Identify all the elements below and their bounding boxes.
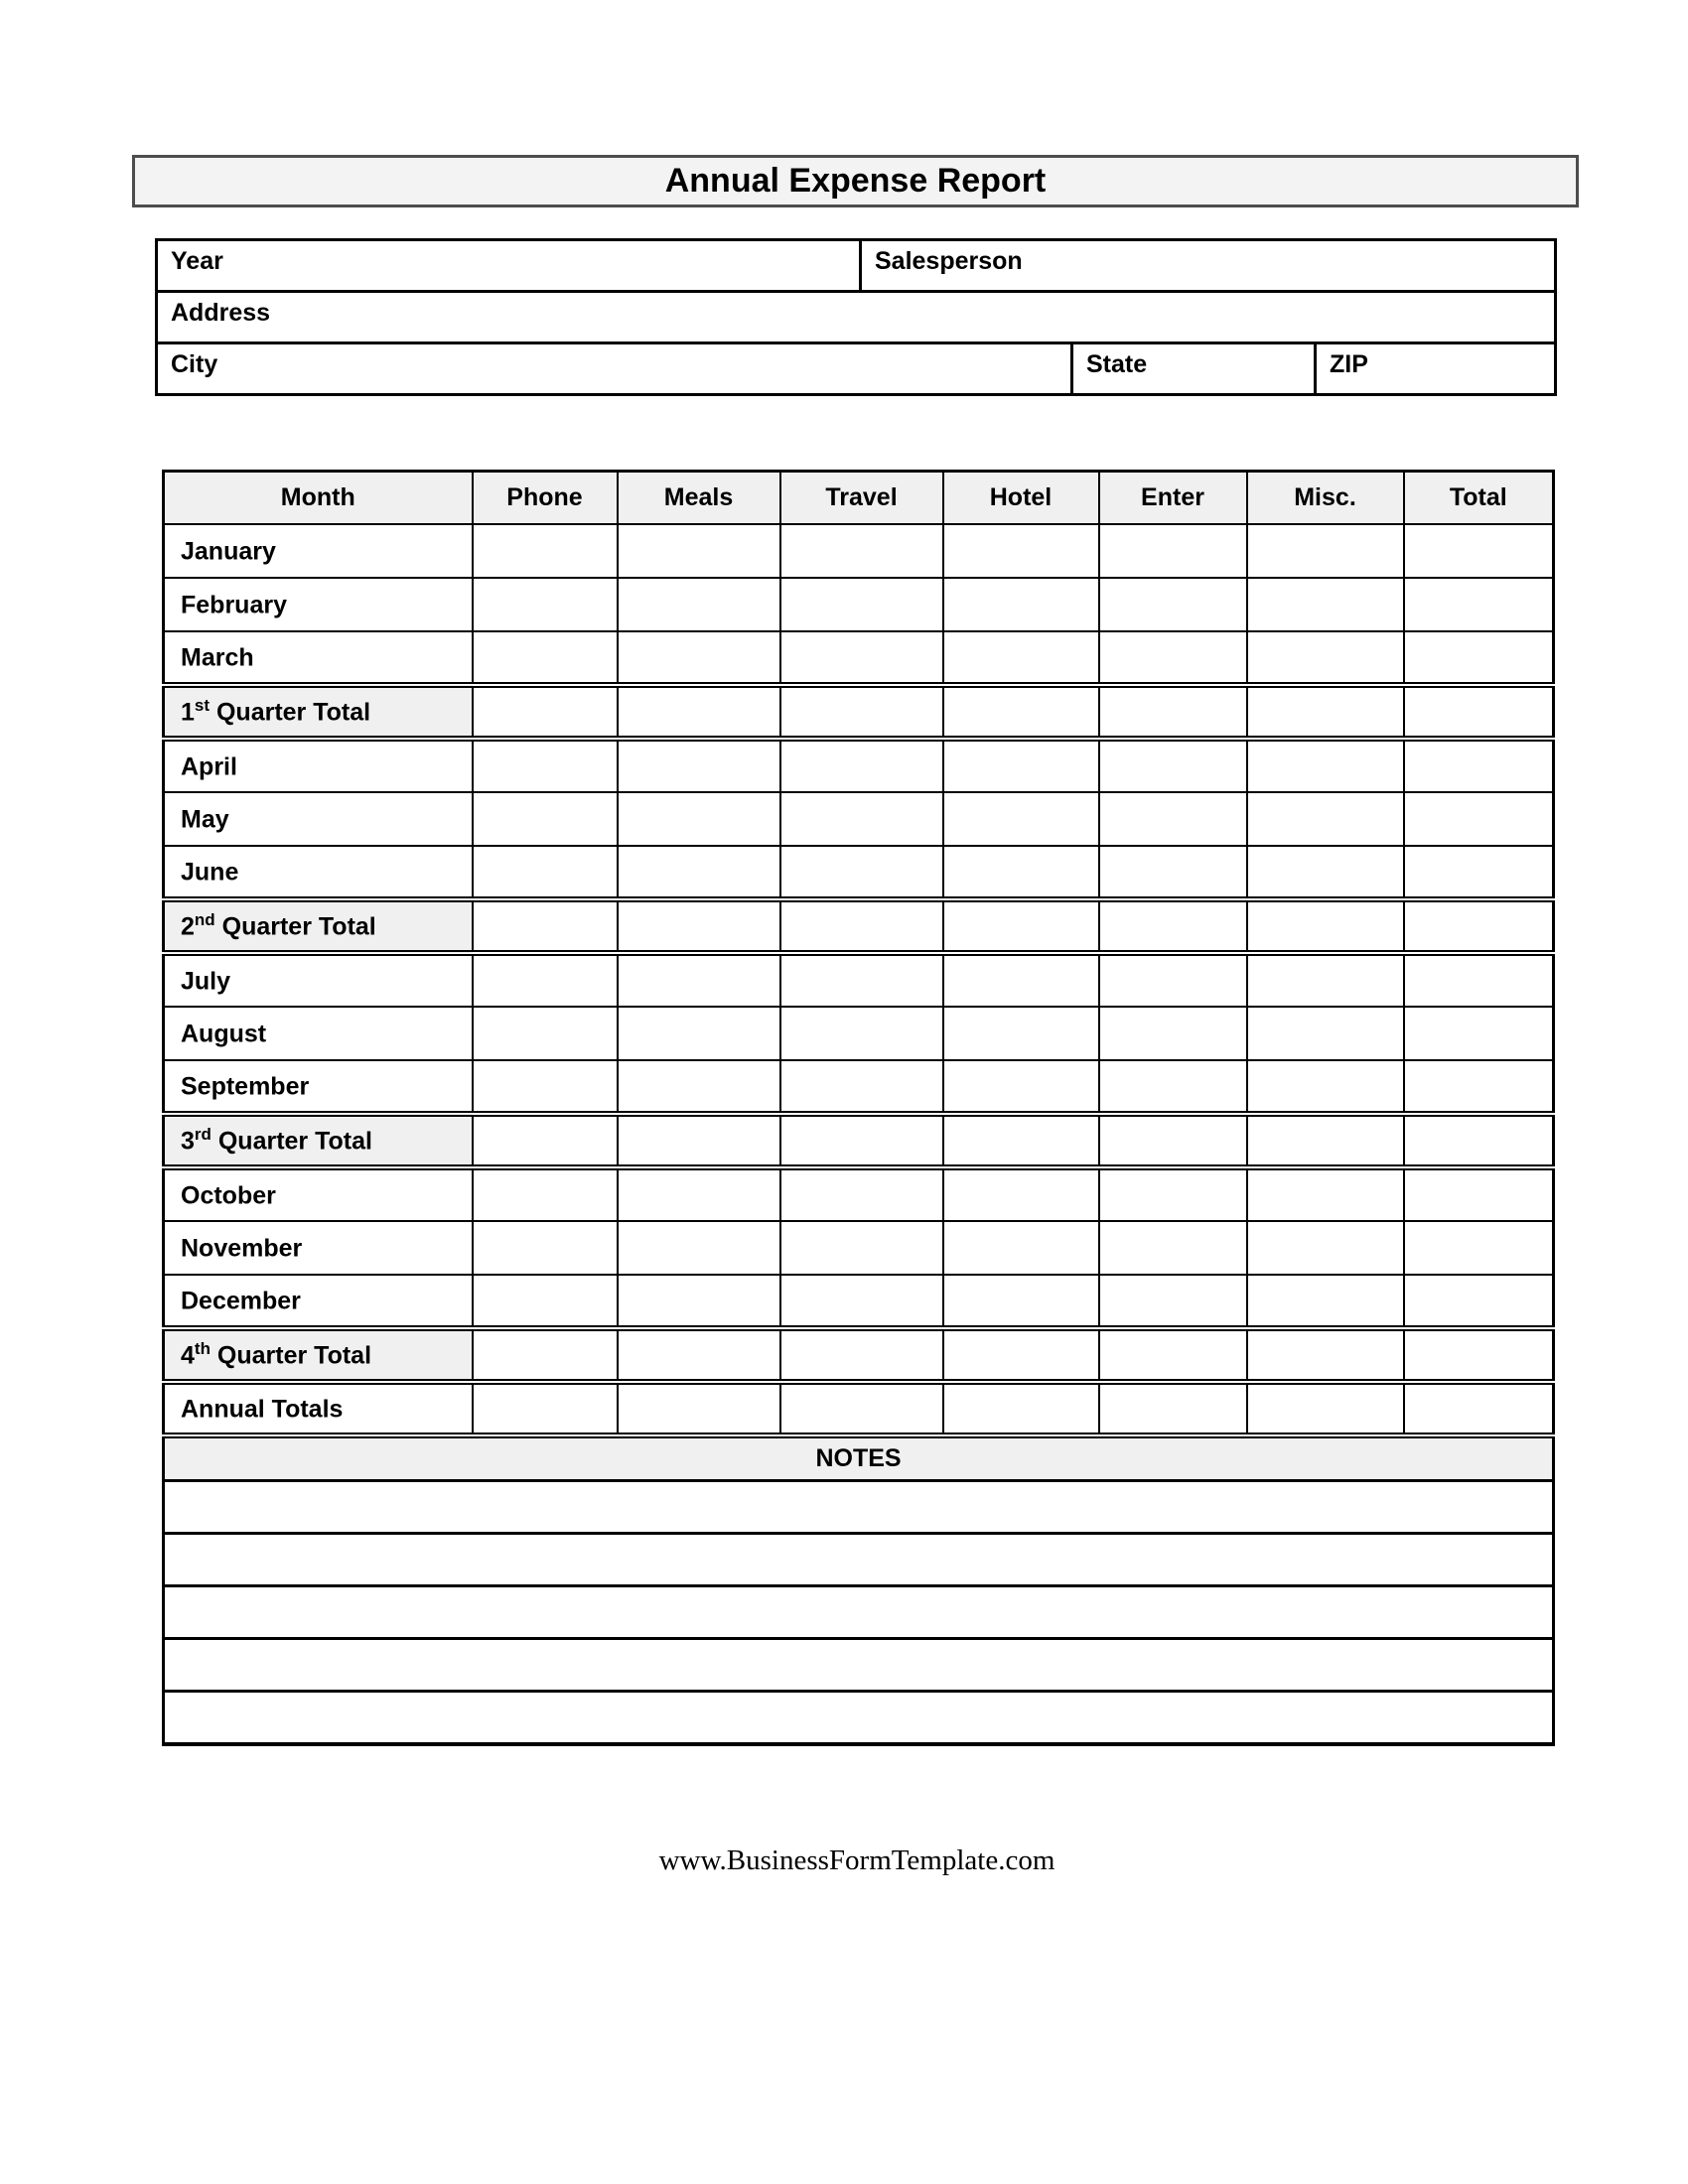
expense-cell[interactable] xyxy=(943,792,1099,846)
zip-label: ZIP xyxy=(1330,350,1368,378)
notes-line[interactable] xyxy=(164,1692,1554,1744)
row-label-text: November xyxy=(181,1234,303,1263)
expense-cell[interactable] xyxy=(943,1167,1099,1221)
expense-cell[interactable] xyxy=(1247,1114,1404,1167)
expense-cell[interactable] xyxy=(618,953,780,1007)
row-label-text: 1 xyxy=(181,698,195,727)
expense-cell[interactable] xyxy=(943,631,1099,685)
expense-cell[interactable] xyxy=(618,578,780,631)
expense-cell[interactable] xyxy=(1099,1114,1247,1167)
expense-cell[interactable] xyxy=(943,1275,1099,1328)
info-form xyxy=(155,238,1557,396)
expense-cell[interactable] xyxy=(618,1167,780,1221)
row-label-rest: Quarter Total xyxy=(210,1341,372,1370)
month-row xyxy=(164,1275,1554,1328)
expense-table xyxy=(162,470,1555,1746)
column-header-total: Total xyxy=(1404,472,1554,524)
month-row xyxy=(164,1167,1554,1221)
expense-cell[interactable] xyxy=(1247,899,1404,953)
info-row-city-state-zip xyxy=(158,341,1554,393)
row-label-text: 2 xyxy=(181,912,195,941)
quarter-total-row xyxy=(164,1328,1554,1382)
expense-cell[interactable] xyxy=(1099,846,1247,899)
salesperson-field[interactable] xyxy=(859,241,1554,290)
row-label-text: April xyxy=(181,752,237,781)
expense-cell[interactable] xyxy=(780,1382,943,1435)
row-label-text: March xyxy=(181,643,254,672)
row-label-text: October xyxy=(181,1181,276,1210)
expense-cell[interactable] xyxy=(780,1114,943,1167)
expense-cell[interactable] xyxy=(943,1007,1099,1060)
state-label: State xyxy=(1086,350,1148,378)
row-label-1 xyxy=(164,685,473,739)
row-label-annualtotals xyxy=(164,1382,473,1435)
row-label-text: 4 xyxy=(181,1341,195,1370)
expense-cell[interactable] xyxy=(780,631,943,685)
expense-cell[interactable] xyxy=(943,1221,1099,1275)
ordinal-suffix: nd xyxy=(194,909,215,929)
expense-cell[interactable] xyxy=(618,1382,780,1435)
column-header-month: Month xyxy=(164,472,473,524)
expense-cell[interactable] xyxy=(1404,578,1554,631)
city-label: City xyxy=(171,350,218,378)
notes-header: NOTES xyxy=(164,1435,1554,1481)
expense-cell[interactable] xyxy=(1099,1007,1247,1060)
info-row-year-salesperson xyxy=(158,241,1554,290)
expense-cell[interactable] xyxy=(943,739,1099,792)
notes-row xyxy=(164,1639,1554,1692)
zip-field[interactable] xyxy=(1314,344,1554,393)
expense-cell[interactable] xyxy=(1099,792,1247,846)
expense-cell[interactable] xyxy=(1404,846,1554,899)
expense-cell[interactable] xyxy=(1099,1382,1247,1435)
row-label-february xyxy=(164,578,473,631)
month-row xyxy=(164,792,1554,846)
expense-cell[interactable] xyxy=(1247,1221,1404,1275)
expense-cell[interactable] xyxy=(780,578,943,631)
expense-cell[interactable] xyxy=(780,739,943,792)
month-row xyxy=(164,846,1554,899)
expense-cell[interactable] xyxy=(618,1221,780,1275)
expense-cell[interactable] xyxy=(1099,1275,1247,1328)
column-header-phone: Phone xyxy=(473,472,618,524)
expense-cell[interactable] xyxy=(1099,953,1247,1007)
row-label-january xyxy=(164,524,473,578)
notes-line[interactable] xyxy=(164,1586,1554,1639)
expense-cell[interactable] xyxy=(1404,1007,1554,1060)
expense-cell[interactable] xyxy=(618,792,780,846)
expense-cell[interactable] xyxy=(943,524,1099,578)
expense-cell[interactable] xyxy=(780,1167,943,1221)
expense-cell[interactable] xyxy=(1099,1060,1247,1114)
expense-cell[interactable] xyxy=(618,631,780,685)
expense-cell[interactable] xyxy=(1247,1060,1404,1114)
expense-cell[interactable] xyxy=(780,792,943,846)
expense-cell[interactable] xyxy=(780,1328,943,1382)
row-label-4 xyxy=(164,1328,473,1382)
row-label-august xyxy=(164,1007,473,1060)
notes-line[interactable] xyxy=(164,1639,1554,1692)
expense-cell[interactable] xyxy=(943,1382,1099,1435)
expense-cell[interactable] xyxy=(1247,1275,1404,1328)
row-label-november xyxy=(164,1221,473,1275)
row-label-text: Annual Totals xyxy=(181,1395,344,1424)
expense-cell[interactable] xyxy=(618,1007,780,1060)
expense-cell[interactable] xyxy=(618,1060,780,1114)
expense-cell[interactable] xyxy=(473,899,618,953)
address-label: Address xyxy=(171,299,271,327)
expense-cell[interactable] xyxy=(1247,1382,1404,1435)
expense-cell[interactable] xyxy=(618,524,780,578)
expense-cell[interactable] xyxy=(473,1328,618,1382)
year-field[interactable] xyxy=(158,241,859,290)
expense-cell[interactable] xyxy=(1247,578,1404,631)
expense-cell[interactable] xyxy=(943,1114,1099,1167)
expense-cell[interactable] xyxy=(1099,631,1247,685)
row-label-text: December xyxy=(181,1287,301,1315)
expense-cell[interactable] xyxy=(1099,524,1247,578)
expense-cell[interactable] xyxy=(1247,1167,1404,1221)
row-label-september xyxy=(164,1060,473,1114)
expense-cell[interactable] xyxy=(780,1007,943,1060)
info-row-address xyxy=(158,290,1554,341)
notes-line[interactable] xyxy=(164,1481,1554,1534)
row-label-text: August xyxy=(181,1020,267,1048)
expense-cell[interactable] xyxy=(473,1114,618,1167)
expense-cell[interactable] xyxy=(780,1060,943,1114)
row-label-text: June xyxy=(181,858,239,887)
expense-cell[interactable] xyxy=(1247,524,1404,578)
expense-cell[interactable] xyxy=(1099,685,1247,739)
expense-cell[interactable] xyxy=(1404,1167,1554,1221)
expense-cell[interactable] xyxy=(943,846,1099,899)
month-row xyxy=(164,1007,1554,1060)
notes-row xyxy=(164,1481,1554,1534)
expense-cell[interactable] xyxy=(943,1328,1099,1382)
expense-cell[interactable] xyxy=(943,1060,1099,1114)
expense-cell[interactable] xyxy=(1099,739,1247,792)
expense-cell[interactable] xyxy=(1404,524,1554,578)
row-label-text: February xyxy=(181,591,287,619)
notes-header-row xyxy=(164,1435,1554,1481)
expense-cell[interactable] xyxy=(780,1275,943,1328)
row-label-text: July xyxy=(181,967,231,996)
expense-cell[interactable] xyxy=(473,1007,618,1060)
address-field[interactable] xyxy=(158,293,1554,341)
expense-cell[interactable] xyxy=(1247,739,1404,792)
expense-cell[interactable] xyxy=(780,685,943,739)
expense-cell[interactable] xyxy=(780,846,943,899)
expense-cell[interactable] xyxy=(473,1275,618,1328)
expense-cell[interactable] xyxy=(473,1167,618,1221)
row-label-october xyxy=(164,1167,473,1221)
ordinal-suffix: th xyxy=(194,1338,211,1358)
row-label-june xyxy=(164,846,473,899)
row-label-text: May xyxy=(181,805,229,834)
month-row xyxy=(164,1221,1554,1275)
expense-cell[interactable] xyxy=(1404,685,1554,739)
expense-cell[interactable] xyxy=(1247,846,1404,899)
row-label-rest: Quarter Total xyxy=(214,912,376,941)
annual-totals-row xyxy=(164,1382,1554,1435)
expense-cell[interactable] xyxy=(780,899,943,953)
column-header-enter: Enter xyxy=(1099,472,1247,524)
quarter-total-row xyxy=(164,685,1554,739)
month-row xyxy=(164,739,1554,792)
column-header-misc: Misc. xyxy=(1247,472,1404,524)
notes-row xyxy=(164,1586,1554,1639)
expense-cell[interactable] xyxy=(1404,1275,1554,1328)
expense-cell[interactable] xyxy=(618,899,780,953)
expense-header-row xyxy=(164,472,1554,524)
expense-cell[interactable] xyxy=(1404,1382,1554,1435)
expense-cell[interactable] xyxy=(780,1221,943,1275)
state-field[interactable] xyxy=(1070,344,1314,393)
city-field[interactable] xyxy=(158,344,1070,393)
expense-cell[interactable] xyxy=(473,631,618,685)
expense-cell[interactable] xyxy=(1247,792,1404,846)
row-label-2 xyxy=(164,899,473,953)
salesperson-label: Salesperson xyxy=(875,247,1023,275)
expense-cell[interactable] xyxy=(1099,1328,1247,1382)
expense-cell[interactable] xyxy=(618,1114,780,1167)
notes-row xyxy=(164,1692,1554,1744)
notes-row xyxy=(164,1534,1554,1586)
expense-cell[interactable] xyxy=(473,1221,618,1275)
row-label-text: January xyxy=(181,537,276,566)
expense-cell[interactable] xyxy=(1247,1328,1404,1382)
ordinal-suffix: st xyxy=(194,695,211,715)
expense-cell[interactable] xyxy=(943,899,1099,953)
expense-cell[interactable] xyxy=(1099,1221,1247,1275)
expense-cell[interactable] xyxy=(618,685,780,739)
row-label-july xyxy=(164,953,473,1007)
month-row xyxy=(164,578,1554,631)
row-label-3 xyxy=(164,1114,473,1167)
expense-cell[interactable] xyxy=(1404,899,1554,953)
quarter-total-row xyxy=(164,1114,1554,1167)
expense-cell[interactable] xyxy=(473,524,618,578)
row-label-may xyxy=(164,792,473,846)
expense-cell[interactable] xyxy=(1099,899,1247,953)
column-header-meals: Meals xyxy=(618,472,780,524)
expense-cell[interactable] xyxy=(1404,631,1554,685)
expense-cell[interactable] xyxy=(1404,1328,1554,1382)
expense-cell[interactable] xyxy=(618,1275,780,1328)
expense-cell[interactable] xyxy=(473,685,618,739)
expense-cell[interactable] xyxy=(473,1382,618,1435)
expense-cell[interactable] xyxy=(943,578,1099,631)
expense-cell[interactable] xyxy=(1404,739,1554,792)
column-header-hotel: Hotel xyxy=(943,472,1099,524)
expense-cell[interactable] xyxy=(1404,1060,1554,1114)
expense-cell[interactable] xyxy=(1404,1221,1554,1275)
row-label-text: 3 xyxy=(181,1127,195,1156)
expense-cell[interactable] xyxy=(943,953,1099,1007)
footer-url: www.BusinessFormTemplate.com xyxy=(658,1844,1055,1876)
form-title-box xyxy=(132,155,1579,207)
ordinal-suffix: rd xyxy=(194,1124,211,1144)
month-row xyxy=(164,1060,1554,1114)
expense-cell[interactable] xyxy=(1247,1007,1404,1060)
row-label-rest: Quarter Total xyxy=(210,698,371,727)
expense-cell[interactable] xyxy=(1247,631,1404,685)
month-row xyxy=(164,524,1554,578)
expense-cell[interactable] xyxy=(1247,685,1404,739)
expense-cell[interactable] xyxy=(618,846,780,899)
expense-cell[interactable] xyxy=(473,846,618,899)
notes-line[interactable] xyxy=(164,1534,1554,1586)
expense-cell[interactable] xyxy=(473,1060,618,1114)
expense-cell[interactable] xyxy=(1404,792,1554,846)
row-label-april xyxy=(164,739,473,792)
row-label-rest: Quarter Total xyxy=(211,1127,372,1156)
row-label-december xyxy=(164,1275,473,1328)
expense-cell[interactable] xyxy=(473,578,618,631)
row-label-text: September xyxy=(181,1072,310,1101)
expense-table-body xyxy=(164,524,1554,1744)
expense-cell[interactable] xyxy=(473,739,618,792)
expense-cell[interactable] xyxy=(618,739,780,792)
year-label: Year xyxy=(171,247,223,275)
expense-cell[interactable] xyxy=(1099,578,1247,631)
expense-cell[interactable] xyxy=(1404,1114,1554,1167)
expense-cell[interactable] xyxy=(473,953,618,1007)
expense-cell[interactable] xyxy=(473,792,618,846)
month-row xyxy=(164,953,1554,1007)
expense-cell[interactable] xyxy=(1247,953,1404,1007)
expense-cell[interactable] xyxy=(618,1328,780,1382)
expense-cell[interactable] xyxy=(780,524,943,578)
expense-cell[interactable] xyxy=(943,685,1099,739)
expense-cell[interactable] xyxy=(1404,953,1554,1007)
quarter-total-row xyxy=(164,899,1554,953)
column-header-travel: Travel xyxy=(780,472,943,524)
expense-cell[interactable] xyxy=(780,953,943,1007)
form-title: Annual Expense Report xyxy=(664,162,1047,200)
row-label-march xyxy=(164,631,473,685)
expense-cell[interactable] xyxy=(1099,1167,1247,1221)
month-row xyxy=(164,631,1554,685)
